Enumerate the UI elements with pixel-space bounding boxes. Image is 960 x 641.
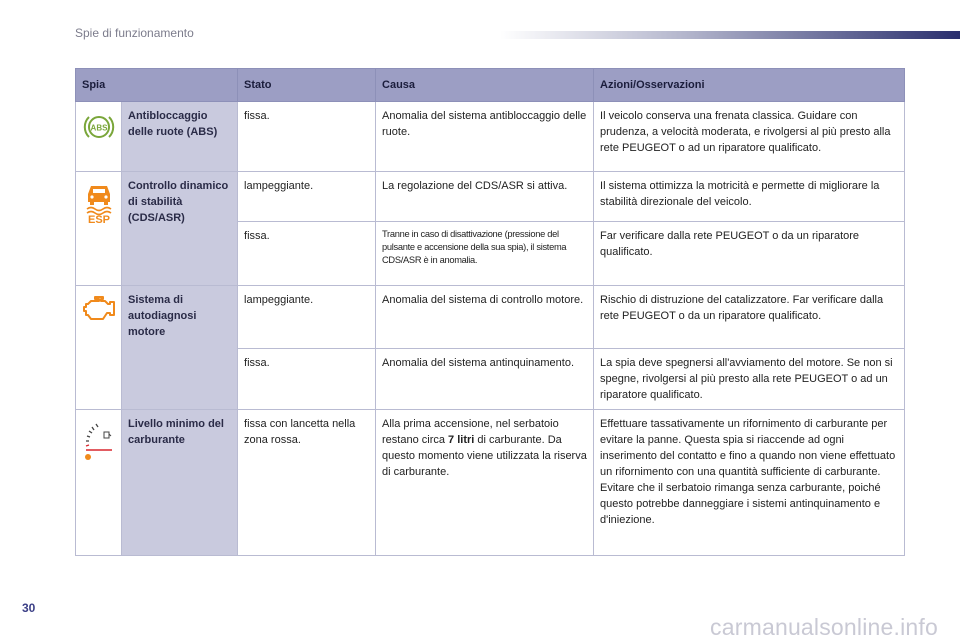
causa-text-pre: Alla prima accensione, nel serbatoio restano circa xyxy=(382,418,559,446)
table-row xyxy=(76,410,905,556)
col-header-spia: Spia xyxy=(76,69,238,102)
abs-warning-icon xyxy=(83,123,115,145)
warning-lights-table xyxy=(75,68,905,556)
warning-name: Livello minimo del carburante xyxy=(122,410,238,556)
table-row xyxy=(76,286,905,349)
engine-warning-icon xyxy=(82,313,116,325)
causa-cell xyxy=(376,410,594,556)
causa-cell: La regolazione del CDS/ASR si attiva. xyxy=(376,172,594,222)
warning-name: Controllo dinamico di stabilità (CDS/ASR) xyxy=(122,172,238,286)
esp-warning-icon xyxy=(83,215,115,227)
stato-cell: fissa. xyxy=(238,222,376,286)
causa-text-bold: 7 litri xyxy=(448,434,475,446)
svg-text:ESP: ESP xyxy=(87,214,110,224)
causa-cell: Tranne in caso di disattivazione (pressione del pulsante e accensione della sua spia), il sistema CDS/ASR è in anomalia. xyxy=(376,222,594,286)
azioni-cell: Il veicolo conserva una frenata classica. Guidare con prudenza, a velocità moderata, e rivolgersi al più presto alla rete PEUGEOT o ad un riparatore qualificato. xyxy=(594,102,905,172)
warning-name: Sistema di autodiagnosi motore xyxy=(122,286,238,410)
azioni-cell: Rischio di distruzione del catalizzatore. Far verificare dalla rete PEUGEOT o da un riparatore qualificato. xyxy=(594,286,905,349)
stato-cell: fissa con lancetta nella zona rossa. xyxy=(238,410,376,556)
causa-cell: Anomalia del sistema antibloccaggio delle ruote. xyxy=(376,102,594,172)
stato-cell: fissa. xyxy=(238,349,376,410)
stato-cell: lampeggiante. xyxy=(238,286,376,349)
col-header-azioni: Azioni/Osservazioni xyxy=(594,69,905,102)
watermark: carmanualsonline.info xyxy=(710,614,938,640)
causa-cell: Anomalia del sistema antinquinamento. xyxy=(376,349,594,410)
table-row xyxy=(76,102,905,172)
icon-cell xyxy=(76,286,122,410)
azioni-cell: La spia deve spegnersi all'avviamento del motore. Se non si spegne, rivolgersi al più presto alla rete PEUGEOT o ad un riparatore qualificato. xyxy=(594,349,905,410)
icon-cell xyxy=(76,410,122,556)
causa-text-post: di carburante. Da questo momento viene utilizzata la riserva di carburante. xyxy=(382,434,587,478)
col-header-causa: Causa xyxy=(376,69,594,102)
stato-cell: lampeggiante. xyxy=(238,172,376,222)
icon-cell xyxy=(76,102,122,172)
table-header-row xyxy=(76,69,905,102)
azioni-cell: Il sistema ottimizza la motricità e permette di migliorare la stabilità direzionale del veicolo. xyxy=(594,172,905,222)
azioni-cell: Effettuare tassativamente un rifornimento di carburante per evitare la panne. Questa spia si riaccende ad ogni inserimento del contatto e fino a quando non viene effettuato un rifornimento con una quantità sufficiente di carburante. Evitare che il serbatoio rimanga senza carburante, poiché questo potrebbe danneggiare i sistemi antinquinamento e d'iniezione. xyxy=(594,410,905,556)
warning-name: Antibloccaggio delle ruote (ABS) xyxy=(122,102,238,172)
svg-text:ABS: ABS xyxy=(90,123,107,133)
fuel-gauge-icon xyxy=(82,453,116,465)
page-number: 30 xyxy=(22,601,36,615)
azioni-cell: Far verificare dalla rete PEUGEOT o da un riparatore qualificato. xyxy=(594,222,905,286)
causa-cell: Anomalia del sistema di controllo motore. xyxy=(376,286,594,349)
table-row xyxy=(76,172,905,222)
col-header-stato: Stato xyxy=(238,69,376,102)
header-decorative-bar xyxy=(500,31,960,39)
stato-cell: fissa. xyxy=(238,102,376,172)
icon-cell xyxy=(76,172,122,286)
page-section-title: Spie di funzionamento xyxy=(75,26,194,40)
